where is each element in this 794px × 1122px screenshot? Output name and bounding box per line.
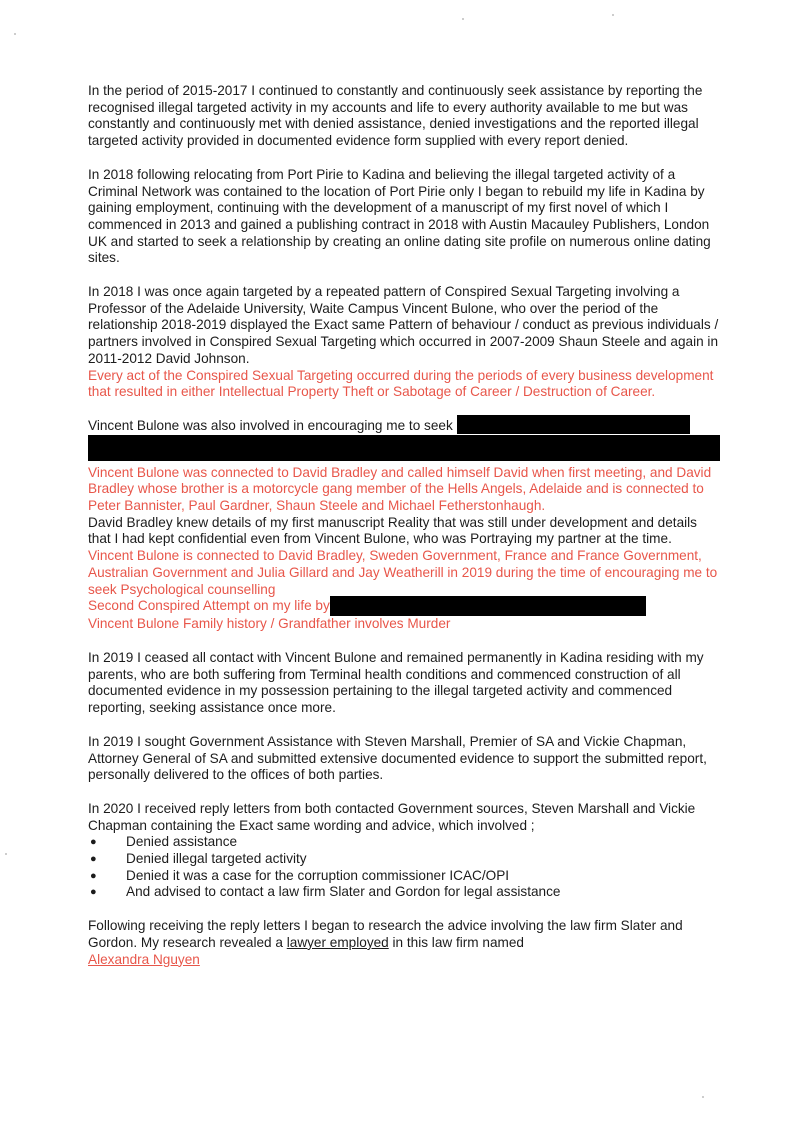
- paragraph-2019-government: In 2019 I sought Government Assistance with Steven Marshall, Premier of SA and Vickie Chapman, Attorney General of SA and submitted extensive documented evidence to support the submitted report, personally delivered to the offices of both parties.: [88, 733, 707, 783]
- encouraging-text: Vincent Bulone was also involved in encouraging me to seek: [88, 417, 453, 433]
- bullet-icon: ●: [90, 853, 97, 866]
- paragraph-2018-targeting: [88, 284, 720, 401]
- paragraph-2019-ceased: In 2019 I ceased all contact with Vincent Bulone and remained permanently in Kadina residing with my parents, who are both suffering from Terminal health conditions and commenced construction of all documented evidence in my possession pertaining to the illegal targeted activity and commenced reporting, seeking assistance once more.: [88, 649, 704, 716]
- manuscript-text: David Bradley knew details of my first manuscript Reality that was still under development and details that I had kept confidential even from Vincent Bulone, who was Portraying my partner at the time.: [88, 514, 697, 547]
- scan-speck: [14, 33, 16, 35]
- reply-bullet-list: [88, 834, 720, 901]
- second-attempt-line: [88, 598, 720, 616]
- paragraph-2018-relocation: In 2018 following relocating from Port Pirie to Kadina and believing the illegal targeted activity of a Criminal Network was contained to the location of Port Pirie only I began to rebuild my life in Kadina by gaining employment, continuing with the development of a manuscript of my first novel of which I commenced in 2013 and gained a publishing contract in 2018 with Austin Macauley Publishers, London UK and started to seek a relationship by creating an online dating site profile on numerous online dating sites.: [88, 166, 711, 266]
- bullet-text: Denied it was a case for the corruption commissioner ICAC/OPI: [126, 867, 510, 883]
- bullet-icon: ●: [90, 836, 97, 849]
- connection-highlight: Vincent Bulone was connected to David Bradley and called himself David when first meeting, and David Bradley whose brother is a motorcycle gang member of the Hells Angels, Adelaide and is connected to Peter Bannister, Paul Gardner, Shaun Steele and Michael Fetherstonhaugh.: [88, 464, 712, 514]
- scan-speck: [612, 14, 614, 16]
- government-highlight: Vincent Bulone is connected to David Bradley, Sweden Government, France and France Government, Australian Government and Julia Gillard and Jay Weatherill in 2019 during the time of encouraging me to seek Psychological counselling: [88, 548, 718, 597]
- redaction-bar: [457, 415, 690, 434]
- paragraph-2020-reply: In 2020 I received reply letters from both contacted Government sources, Steven Marshall and Vickie Chapman containing the Exact same wording and advice, which involved ;: [88, 800, 696, 833]
- bullet-text: Denied assistance: [126, 834, 238, 850]
- list-item: [88, 868, 720, 885]
- bullet-text: Denied illegal targeted activity: [126, 851, 307, 867]
- list-item: [88, 851, 720, 868]
- paragraph-2015-2017: In the period of 2015-2017 I continued to constantly and continuously seek assistance by reporting the recognised illegal targeted activity in my accounts and life to every authority available to me but was constantly and continuously met with denied assistance, denied investigations and the reported illegal targeted activity provided in documented evidence form supplied with every report denied.: [88, 83, 703, 149]
- research-text-end: in this law firm named: [392, 934, 524, 950]
- lawyer-employed-underlined: lawyer employed: [286, 934, 389, 950]
- paragraph-vincent-bulone: [88, 418, 720, 633]
- redaction-bar: [330, 596, 646, 616]
- document-body: [88, 83, 720, 968]
- list-item: [88, 884, 720, 901]
- paragraph-research: [88, 918, 720, 951]
- lawyer-name-link[interactable]: Alexandra Nguyen: [88, 951, 200, 967]
- encouraging-line: [88, 418, 720, 435]
- research-text: Following receiving the reply letters I began to research the advice involving the law firm Slater and Gordon. My research revealed a: [88, 918, 683, 950]
- targeting-highlight: Every act of the Conspired Sexual Targeting occurred during the periods of every business development that resulted in either Intellectual Property Theft or Sabotage of Career / Destruction of Career.: [88, 367, 714, 400]
- redaction-bar-full: [88, 435, 720, 461]
- list-item: [88, 834, 720, 851]
- second-attempt-text: Second Conspired Attempt on my life by: [88, 598, 330, 614]
- bullet-text: And advised to contact a law firm Slater and Gordon for legal assistance: [126, 884, 561, 900]
- bullet-icon: ●: [90, 886, 97, 899]
- targeting-text: In 2018 I was once again targeted by a repeated pattern of Conspired Sexual Targeting involving a Professor of the Adelaide University, Waite Campus Vincent Bulone, who over the period of the relationship 2018-2019 displayed the Exact same Pattern of behaviour / conduct as previous individuals / partners involved in Conspired Sexual Targeting which occurred in 2007-2009 Shaun Steele and again in 2011-2012 David Johnson.: [88, 284, 719, 366]
- scan-speck: [702, 1096, 704, 1098]
- scan-speck: [462, 18, 464, 20]
- bullet-icon: ●: [90, 869, 97, 882]
- scan-speck: [5, 853, 7, 855]
- family-history-highlight: Vincent Bulone Family history / Grandfather involves Murder: [88, 616, 451, 632]
